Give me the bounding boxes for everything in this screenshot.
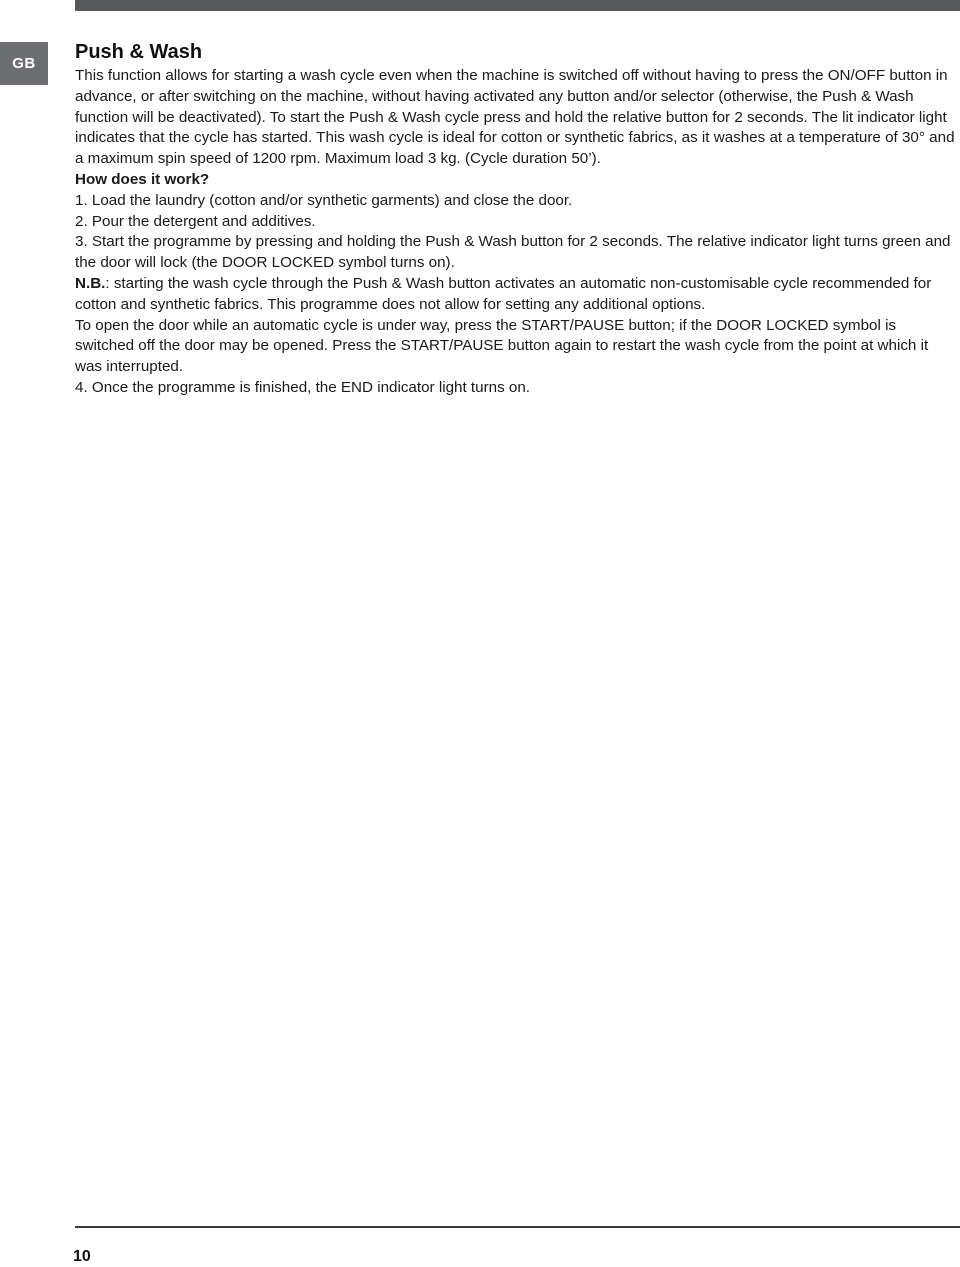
nb-paragraph [75, 274, 955, 316]
step-2: 2. Pour the detergent and additives. [75, 212, 316, 230]
page-number: 10 [73, 1248, 91, 1265]
open-door-paragraph: To open the door while an automatic cycle is under way, press the START/PAUSE button; if the DOOR LOCKED symbol is switched off the door may be opened. Press the START/PAUSE button again to restart the wash cycle from the point at which it was interrupted. [75, 316, 929, 376]
nb-label: N.B. [75, 274, 106, 292]
step-4: 4. Once the programme is finished, the END indicator light turns on. [75, 378, 531, 396]
footer-rule [75, 1226, 960, 1228]
section-title: Push & Wash [75, 41, 203, 63]
how-heading: How does it work? [75, 170, 210, 188]
header-rule [75, 0, 960, 11]
language-tab [0, 42, 48, 85]
main-content [75, 40, 955, 399]
nb-text: : starting the wash cycle through the Push & Wash button activates an automatic non-customisable cycle recommended for cotton and synthetic fabrics. This programme does not allow for setting any additional options. [75, 274, 932, 313]
intro-paragraph: This function allows for starting a wash cycle even when the machine is switched off without having to press the ON/OFF button in advance, or after switching on the machine, without having activated any button and/or selector (otherwise, the Push & Wash function will be deactivated). To start the Push & Wash cycle press and hold the relative button for 2 seconds. The lit indicator light indicates that the cycle has started. This wash cycle is ideal for cotton or synthetic fabrics, as it washes at a temperature of 30° and a maximum spin speed of 1200 rpm. Maximum load 3 kg. (Cycle duration 50’). [75, 67, 955, 168]
language-tab-label: GB [12, 55, 36, 72]
step-3: 3. Start the programme by pressing and holding the Push & Wash button for 2 seconds. The relative indicator light turns green and the door will lock (the DOOR LOCKED symbol turns on). [75, 233, 951, 272]
step-1: 1. Load the laundry (cotton and/or synthetic garments) and close the door. [75, 191, 573, 209]
